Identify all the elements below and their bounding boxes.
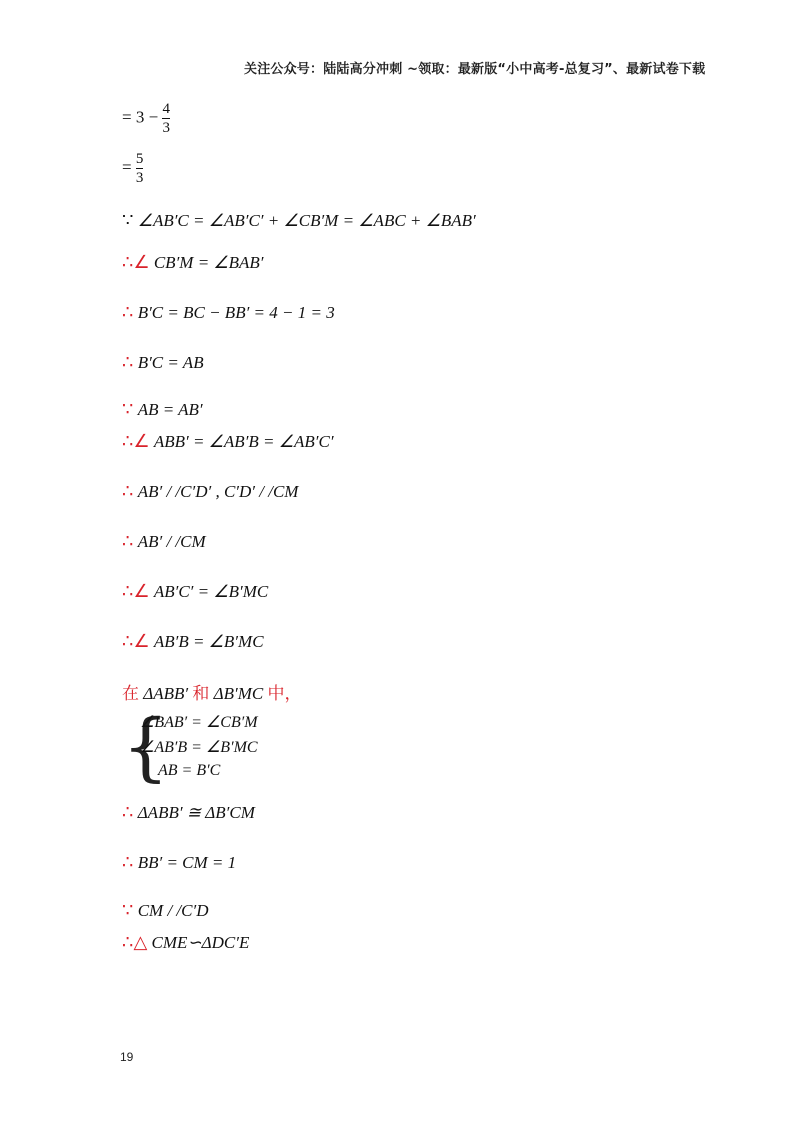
math-expression: B′C = AB [137, 353, 204, 372]
numerator: 5 [135, 151, 144, 167]
therefore-symbol: ∴ [122, 481, 134, 502]
proof-line-15 [122, 852, 236, 873]
therefore-symbol: ∴ [122, 852, 134, 873]
proof-line-16 [122, 900, 208, 921]
proof-line-17 [122, 932, 249, 953]
triangle-1: ΔABB′ [143, 684, 189, 703]
system-row-3: AB = B′C [158, 762, 221, 779]
proof-line-7 [122, 399, 203, 420]
therefore-angle-symbol: ∴∠ [122, 631, 150, 652]
fraction [162, 100, 170, 137]
math-expression: CB′M = ∠BAB′ [153, 253, 264, 272]
system-row-2: ∠AB′B = ∠B′MC [140, 739, 258, 756]
eq-prefix: = [122, 157, 132, 177]
proof-line-11 [122, 581, 268, 602]
math-expression: BB′ = CM = 1 [137, 853, 237, 872]
therefore-angle-symbol: ∴∠ [122, 581, 150, 602]
proof-line-14 [122, 802, 255, 823]
proof-line-13 [122, 679, 301, 704]
therefore-symbol: ∴ [122, 352, 134, 373]
because-symbol: ∵ [122, 900, 134, 921]
numerator: 4 [162, 101, 170, 117]
cn-text-and: 和 [192, 684, 210, 704]
cn-text-in: 在 [122, 684, 139, 704]
math-expression: CME∽ΔDC′E [151, 933, 250, 952]
denominator: 3 [162, 120, 170, 136]
eq-line-1 [122, 100, 170, 137]
therefore-angle-symbol: ∴∠ [122, 252, 150, 273]
proof-line-4 [122, 252, 264, 273]
math-expression: AB′ / /CM [137, 532, 206, 551]
proof-line-9 [122, 481, 298, 502]
denominator: 3 [135, 170, 144, 186]
math-expression: AB′B = ∠B′MC [153, 632, 264, 651]
math-expression: ABB′ = ∠AB′B = ∠AB′C′ [153, 432, 334, 451]
system-row-1: ∠BAB′ = ∠CB′M [140, 714, 258, 731]
cn-text-middle: 中， [267, 684, 302, 704]
math-expression: B′C = BC − BB′ = 4 − 1 = 3 [137, 303, 335, 322]
proof-line-8 [122, 431, 334, 452]
eq-prefix: = 3 − [122, 107, 159, 127]
therefore-symbol: ∴ [122, 802, 134, 823]
triangle-2: ΔB′MC [213, 684, 264, 703]
eq-line-2 [122, 150, 143, 187]
therefore-symbol: ∴ [122, 531, 134, 552]
math-expression: AB′C′ = ∠B′MC [153, 582, 269, 601]
proof-line-12 [122, 631, 264, 652]
because-symbol: ∵ [122, 210, 134, 230]
math-expression: ∠AB′C = ∠AB′C′ + ∠CB′M = ∠ABC + ∠BAB′ [137, 211, 476, 230]
proof-line-10 [122, 531, 206, 552]
page-number: 19 [120, 1050, 134, 1064]
because-symbol: ∵ [122, 399, 134, 420]
therefore-triangle-symbol: ∴△ [122, 932, 148, 953]
math-expression: AB′ / /C′D′ , C′D′ / /CM [137, 482, 299, 501]
therefore-angle-symbol: ∴∠ [122, 431, 150, 452]
left-brace: { [122, 704, 170, 790]
page-header: 关注公众号：陆陆高分冲刺 ~领取：最新版“小中高考-总复习”、最新试卷下载 [244, 62, 706, 77]
proof-line-3 [122, 210, 476, 231]
math-expression: CM / /C′D [137, 901, 209, 920]
proof-line-6 [122, 352, 204, 373]
proof-line-5 [122, 302, 335, 323]
math-expression: ΔABB′ ≅ ΔB′CM [137, 803, 255, 822]
therefore-symbol: ∴ [122, 302, 134, 323]
fraction [136, 150, 144, 187]
math-expression: AB = AB′ [137, 400, 203, 419]
